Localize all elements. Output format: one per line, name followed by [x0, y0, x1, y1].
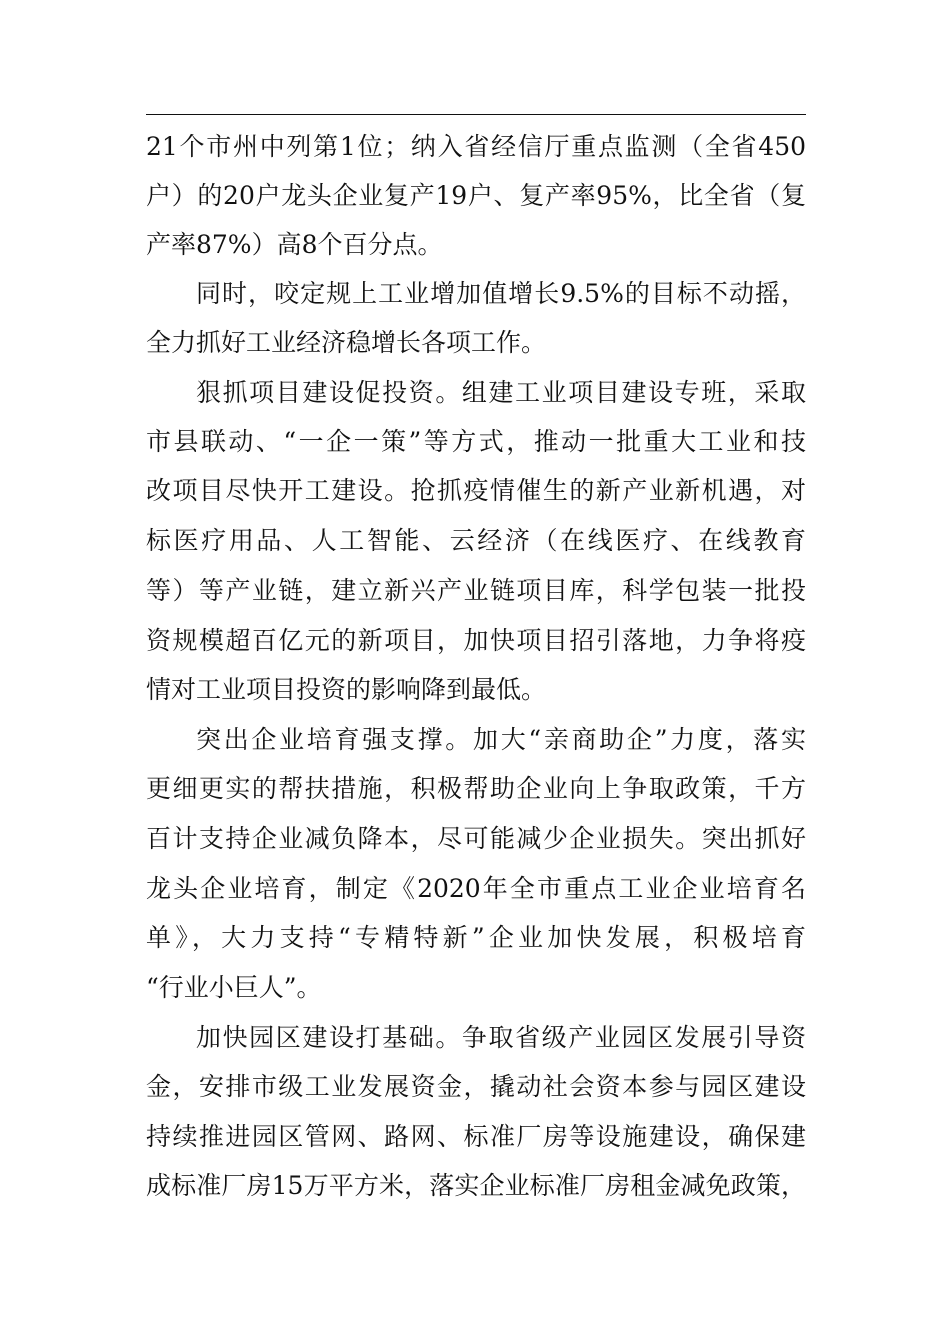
text-line: “行业小巨人”。 — [146, 973, 322, 1002]
text-line: 情对工业项目投资的影响降到最低。 — [146, 675, 547, 704]
paragraph-first-line: 突出企业培育强支撑。加大“亲商助企”力度，落实 — [196, 725, 806, 754]
paragraph-first-line: 同时，咬定规上工业增加值增长9.5%的目标不动摇， — [196, 279, 806, 308]
text-line: 市县联动、“一企一策”等方式，推动一批重大工业和技 — [146, 427, 806, 456]
text-line: 持续推进园区管网、路网、标准厂房等设施建设，确保建 — [146, 1122, 806, 1151]
text-line: 资规模超百亿元的新项目，加快项目招引落地，力争将疫 — [146, 626, 806, 655]
text-line: 更细更实的帮扶措施，积极帮助企业向上争取政策，千方 — [146, 774, 806, 803]
text-line: 龙头企业培育，制定《2020年全市重点工业企业培育名 — [146, 874, 806, 903]
text-line: 成标准厂房15万平方米，落实企业标准厂房租金减免政策， — [146, 1171, 806, 1200]
text-line: 单》，大力支持“专精特新”企业加快发展，积极培育 — [146, 923, 806, 952]
text-line: 百计支持企业减负降本，尽可能减少企业损失。突出抓好 — [146, 824, 806, 853]
text-line: 21个市州中列第1位；纳入省经信厅重点监测（全省450 — [146, 132, 806, 161]
header-rule — [146, 114, 806, 115]
text-line: 标医疗用品、人工智能、云经济（在线医疗、在线教育 — [146, 526, 806, 555]
paragraph-first-line: 狠抓项目建设促投资。组建工业项目建设专班，采取 — [196, 378, 806, 407]
text-line: 户）的20户龙头企业复产19户、复产率95%，比全省（复 — [146, 181, 806, 210]
text-line: 等）等产业链，建立新兴产业链项目库，科学包装一批投 — [146, 576, 806, 605]
text-line: 全力抓好工业经济稳增长各项工作。 — [146, 328, 547, 357]
paragraph-first-line: 加快园区建设打基础。争取省级产业园区发展引导资 — [196, 1023, 806, 1052]
text-line: 金，安排市级工业发展资金，撬动社会资本参与园区建设 — [146, 1072, 806, 1101]
text-line: 改项目尽快开工建设。抢抓疫情催生的新产业新机遇，对 — [146, 476, 806, 505]
text-line: 产率87%）高8个百分点。 — [146, 230, 443, 259]
